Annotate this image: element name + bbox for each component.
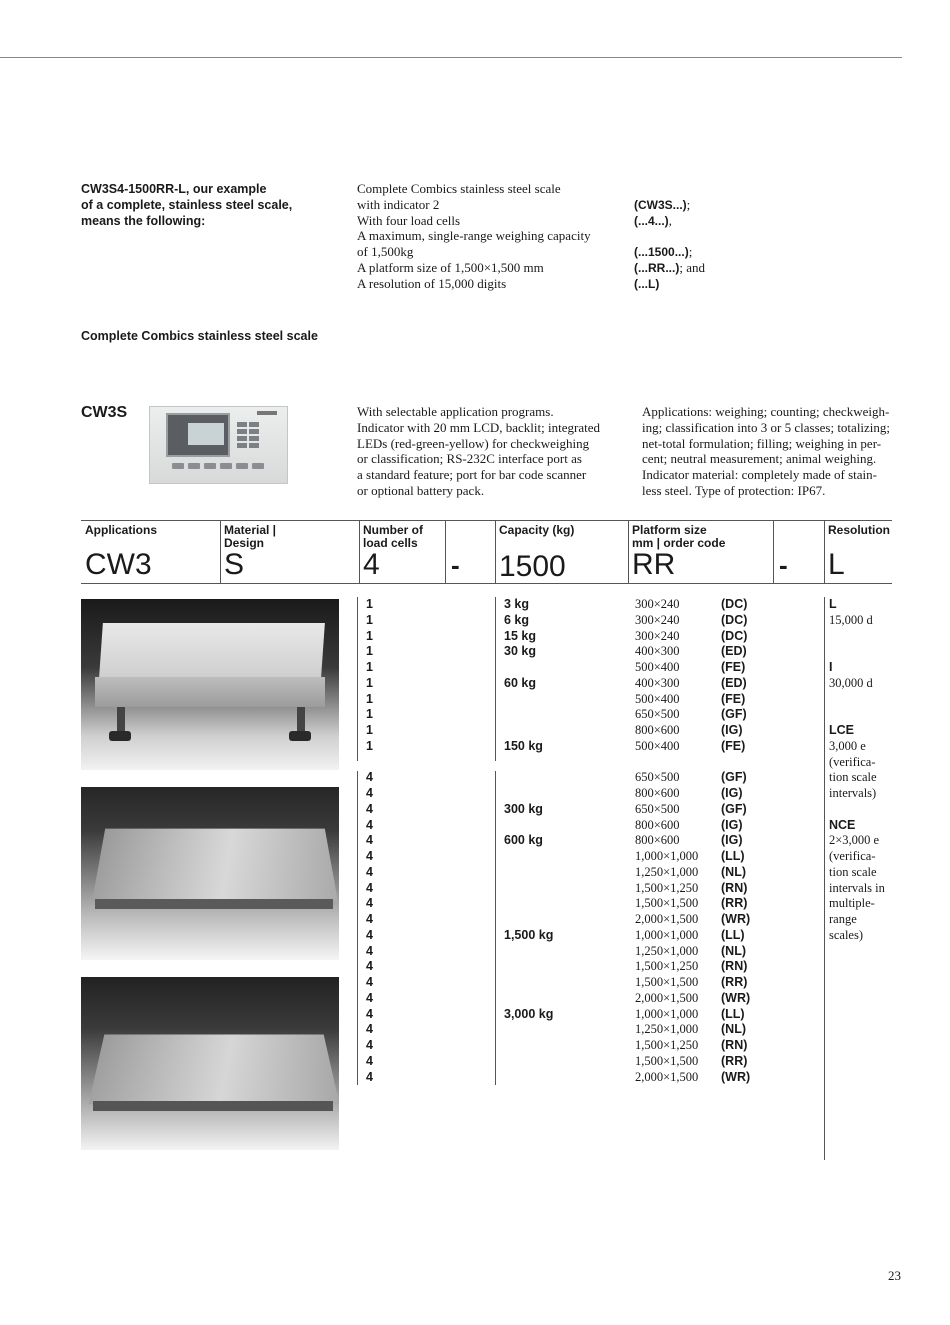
load-cells-cell: 1 xyxy=(366,675,373,690)
description-line: or classification; RS-232C interface port as xyxy=(357,451,582,467)
intro-code-value: (...4...) xyxy=(634,213,669,228)
capacity-cell xyxy=(504,944,553,960)
order-code-cell xyxy=(721,755,750,771)
platform-size-cell: 500×400 xyxy=(635,660,680,674)
capacity-cell: 30 kg xyxy=(504,644,536,659)
order-code-cell: (WR) xyxy=(721,1069,751,1084)
indicator-bottom-keys xyxy=(170,462,270,470)
load-cells-cell: 4 xyxy=(366,959,373,974)
resolution-line xyxy=(829,707,899,723)
indicator-image xyxy=(149,406,288,484)
capacity-cell xyxy=(504,849,553,865)
load-cells-cell: 4 xyxy=(366,801,373,816)
order-code-cell: (GF) xyxy=(721,770,747,785)
column-divider xyxy=(495,771,496,1085)
resolution-column xyxy=(829,597,899,944)
platform-size-cell: 2,000×1,500 xyxy=(635,912,699,926)
order-code-cell: (DC) xyxy=(721,612,748,627)
intro-row-text: A maximum, single-range weighing capacity xyxy=(357,228,591,244)
capacity-cell xyxy=(504,723,553,739)
intro-explanation xyxy=(357,181,757,292)
load-cells-cell: 4 xyxy=(366,1022,373,1037)
order-code-column xyxy=(721,597,750,1085)
intro-code-punct: ; and xyxy=(679,259,705,275)
header-value: S xyxy=(224,548,245,581)
resolution-line xyxy=(829,692,899,708)
platform-size-cell: 1,500×1,500 xyxy=(635,1053,699,1068)
load-cells-cell: 4 xyxy=(366,927,373,942)
header-dash: - xyxy=(779,550,788,580)
resolution-line: 2×3,000 e xyxy=(829,833,880,848)
load-cells-cell: 1 xyxy=(366,707,373,722)
load-cells-cell: 4 xyxy=(366,1006,373,1021)
resolution-line: NCE xyxy=(829,817,856,832)
platform-size-cell: 1,000×1,000 xyxy=(635,927,699,942)
resolution-line: L xyxy=(829,597,837,611)
resolution-line: intervals) xyxy=(829,786,877,800)
capacity-cell xyxy=(504,1022,553,1038)
header-value: L xyxy=(828,548,845,581)
platform-size-column xyxy=(635,597,698,1085)
capacity-cell xyxy=(504,1054,553,1070)
capacity-cell: 1,500 kg xyxy=(504,927,554,942)
header-platform xyxy=(628,520,773,584)
intro-row-text: Complete Combics stainless steel scale xyxy=(357,181,561,196)
platform-size-cell: 800×600 xyxy=(635,817,680,832)
intro-row-text: A resolution of 15,000 digits xyxy=(357,275,507,291)
description-line: Indicator with 20 mm LCD, backlit; integrated xyxy=(357,419,600,435)
resolution-line: LCE xyxy=(829,723,854,737)
capacity-cell xyxy=(504,786,553,802)
capacity-cell: 300 kg xyxy=(504,801,543,816)
capacity-cell xyxy=(504,865,553,881)
capacity-cell xyxy=(504,707,553,723)
load-cells-cell: 1 xyxy=(366,723,373,737)
capacity-cell: 15 kg xyxy=(504,628,536,643)
resolution-line: tion scale xyxy=(829,770,877,785)
order-code-cell: (FE) xyxy=(721,660,746,674)
capacity-cell xyxy=(504,991,553,1007)
platform-size-cell: 300×240 xyxy=(635,628,680,643)
header-label: Number of xyxy=(363,523,423,537)
intro-row xyxy=(357,228,757,244)
resolution-line: scales) xyxy=(829,927,864,942)
header-label: Capacity (kg) xyxy=(499,523,575,537)
intro-row-code xyxy=(634,276,659,293)
order-code-cell: (LL) xyxy=(721,1006,745,1021)
intro-code-punct: , xyxy=(668,212,672,228)
description-line: net-total formulation; filling; weighing in per- xyxy=(642,435,882,451)
platform-size-cell: 800×600 xyxy=(635,786,680,800)
column-divider xyxy=(357,597,358,761)
resolution-line xyxy=(829,629,899,645)
order-code-cell: (NL) xyxy=(721,943,746,958)
capacity-cell xyxy=(504,660,553,676)
header-label: mm | order code xyxy=(632,535,726,550)
platform-size-cell: 1,250×1,000 xyxy=(635,864,699,879)
capacity-cell xyxy=(504,770,553,786)
platform-size-cell: 400×300 xyxy=(635,644,680,659)
intro-row xyxy=(357,260,757,276)
capacity-cell: 150 kg xyxy=(504,738,543,753)
capacity-cell: 60 kg xyxy=(504,675,536,690)
order-code-cell: (FE) xyxy=(721,738,746,753)
resolution-line: 15,000 d xyxy=(829,612,873,627)
capacity-cell: 3,000 kg xyxy=(504,1006,554,1021)
platform-size-cell: 500×400 xyxy=(635,691,680,706)
description-line: less steel. Type of protection: IP67. xyxy=(642,482,826,498)
intro-example-heading xyxy=(81,181,321,229)
capacity-cell xyxy=(504,975,553,991)
resolution-line: tion scale xyxy=(829,864,877,879)
description-line: or optional battery pack. xyxy=(357,482,485,498)
model-name: CW3S xyxy=(81,404,128,421)
load-cells-cell xyxy=(366,755,373,771)
intro-code-value: (...1500...) xyxy=(634,245,689,260)
intro-row-text: A platform size of 1,500×1,500 mm xyxy=(357,259,544,275)
header-resolution xyxy=(824,520,894,584)
intro-heading-line: CW3S4-1500RR-L, our example xyxy=(81,182,267,196)
load-cells-cell: 4 xyxy=(366,1038,373,1052)
order-code-cell: (NL) xyxy=(721,1022,746,1037)
capacity-cell: 6 kg xyxy=(504,612,530,627)
order-code-cell: (FE) xyxy=(721,691,746,706)
platform-size-cell: 1,000×1,000 xyxy=(635,1006,699,1021)
resolution-line: I xyxy=(829,660,833,674)
order-code-cell: (DC) xyxy=(721,597,748,611)
platform-size-cell: 2,000×1,500 xyxy=(635,990,699,1005)
single-load-cell-platform-photo xyxy=(81,599,339,770)
intro-code-punct: ; xyxy=(686,196,691,212)
load-cells-cell: 4 xyxy=(366,896,373,911)
top-rule xyxy=(0,57,902,58)
indicator-keys xyxy=(236,421,260,449)
four-load-cell-platform-photo xyxy=(81,787,339,960)
intro-row-code xyxy=(634,244,692,261)
description-line: With selectable application programs. xyxy=(357,404,554,419)
order-code-cell: (RN) xyxy=(721,1038,748,1052)
order-code-cell: (ED) xyxy=(721,675,747,690)
description-line: a standard feature; port for bar code scanner xyxy=(357,467,587,483)
column-divider xyxy=(495,597,496,761)
order-code-cell: (RN) xyxy=(721,959,748,974)
capacity-column xyxy=(504,597,553,1085)
resolution-line xyxy=(829,802,899,818)
header-material xyxy=(220,520,360,584)
intro-row-code xyxy=(634,260,705,277)
load-cells-cell: 4 xyxy=(366,1069,373,1084)
load-cells-cell: 4 xyxy=(366,975,373,989)
order-code-cell: (RR) xyxy=(721,896,748,911)
header-load-cells xyxy=(359,520,445,584)
intro-row xyxy=(357,181,757,197)
header-value: CW3 xyxy=(85,548,152,581)
platform-size-cell: 650×500 xyxy=(635,801,680,816)
column-divider xyxy=(824,597,825,1160)
capacity-cell xyxy=(504,912,553,928)
header-applications xyxy=(81,520,221,584)
resolution-line: (verifica- xyxy=(829,754,876,769)
order-code-cell: (RR) xyxy=(721,1053,748,1068)
order-code-cell: (GF) xyxy=(721,801,747,816)
order-code-cell: (IG) xyxy=(721,723,743,737)
resolution-line xyxy=(829,644,899,660)
order-code-cell: (WR) xyxy=(721,990,751,1005)
platform-size-cell: 2,000×1,500 xyxy=(635,1069,699,1084)
header-label: Applications xyxy=(85,523,158,537)
order-code-cell: (LL) xyxy=(721,927,745,942)
load-cells-cell: 4 xyxy=(366,849,373,863)
capacity-cell xyxy=(504,881,553,897)
header-label: Material | xyxy=(224,523,277,537)
header-separator xyxy=(445,520,446,584)
platform-size-cell: 1,500×1,250 xyxy=(635,1038,699,1052)
load-cells-cell: 4 xyxy=(366,1053,373,1068)
intro-row-text: with indicator 2 xyxy=(357,196,440,212)
large-floor-platform-photo xyxy=(81,977,339,1150)
intro-code-value: (CW3S...) xyxy=(634,197,687,212)
order-code-cell: (IG) xyxy=(721,833,743,848)
resolution-line: range xyxy=(829,912,857,926)
order-code-cell: (IG) xyxy=(721,786,743,800)
header-label: load cells xyxy=(363,535,418,550)
load-cells-cell: 1 xyxy=(366,644,373,659)
header-value: RR xyxy=(632,548,676,581)
load-cells-cell: 1 xyxy=(366,628,373,643)
platform-size-cell: 400×300 xyxy=(635,675,680,690)
load-cells-cell: 4 xyxy=(366,990,373,1005)
description-line: cent; neutral measurement; animal weighing. xyxy=(642,451,877,467)
order-code-cell: (GF) xyxy=(721,707,747,722)
resolution-line: intervals in xyxy=(829,880,885,895)
platform-size-cell: 1,250×1,000 xyxy=(635,943,699,958)
capacity-cell xyxy=(504,692,553,708)
header-capacity xyxy=(495,520,628,584)
capacity-cell xyxy=(504,896,553,912)
order-code-cell: (RR) xyxy=(721,975,748,989)
load-cells-cell: 1 xyxy=(366,597,373,611)
order-code-cell: (IG) xyxy=(721,817,743,832)
order-code-cell: (LL) xyxy=(721,849,745,863)
header-separator xyxy=(773,520,774,584)
platform-size-cell: 500×400 xyxy=(635,738,680,753)
platform-size-cell: 1,000×1,000 xyxy=(635,849,699,863)
intro-row xyxy=(357,276,757,292)
description-indicator xyxy=(357,404,629,499)
column-divider xyxy=(357,771,358,1085)
order-code-cell: (NL) xyxy=(721,864,746,879)
header-label: Resolution xyxy=(828,523,890,537)
platform-size-cell: 650×500 xyxy=(635,707,680,722)
platform-size-cell: 300×240 xyxy=(635,612,680,627)
load-cells-cell: 1 xyxy=(366,660,373,674)
intro-row-code xyxy=(634,197,690,214)
header-label: Design xyxy=(224,535,265,550)
load-cells-cell: 1 xyxy=(366,691,373,706)
section-title: Complete Combics stainless steel scale xyxy=(81,329,318,343)
platform-size-cell xyxy=(635,755,698,771)
order-code-cell: (RN) xyxy=(721,880,748,895)
capacity-cell: 3 kg xyxy=(504,597,530,611)
load-cells-cell: 4 xyxy=(366,943,373,958)
page-number: 23 xyxy=(888,1268,901,1283)
order-code-cell: (ED) xyxy=(721,644,747,659)
platform-size-cell: 800×600 xyxy=(635,833,680,848)
load-cells-cell: 4 xyxy=(366,833,373,848)
intro-code-punct: ; xyxy=(688,244,693,260)
capacity-cell xyxy=(504,755,553,771)
load-cells-cell: 4 xyxy=(366,864,373,879)
header-value: 1500 xyxy=(499,550,566,583)
intro-row-text: With four load cells xyxy=(357,212,461,228)
description-line: LEDs (red-green-yellow) for checkweighing xyxy=(357,435,590,451)
order-code-cell: (WR) xyxy=(721,912,751,926)
intro-row-text: of 1,500kg xyxy=(357,244,414,260)
header-dash: - xyxy=(451,550,460,580)
load-cells-cell: 1 xyxy=(366,612,373,627)
description-applications xyxy=(642,404,912,499)
platform-size-cell: 1,500×1,250 xyxy=(635,880,699,895)
resolution-line: 3,000 e xyxy=(829,738,866,753)
order-code-cell: (DC) xyxy=(721,628,748,643)
load-cells-cell: 4 xyxy=(366,912,373,926)
load-cells-cell: 4 xyxy=(366,786,373,800)
capacity-cell xyxy=(504,1038,553,1054)
intro-row xyxy=(357,213,757,229)
intro-row xyxy=(357,197,757,213)
load-cells-cell: 4 xyxy=(366,817,373,832)
platform-size-cell: 1,500×1,500 xyxy=(635,975,699,989)
intro-heading-line: means the following: xyxy=(81,214,206,228)
intro-row-code xyxy=(634,213,672,230)
load-cells-column xyxy=(366,597,373,1085)
platform-size-cell: 300×240 xyxy=(635,597,680,611)
platform-size-cell: 1,500×1,500 xyxy=(635,896,699,911)
intro-code-value: (...RR...) xyxy=(634,260,680,275)
load-cells-cell: 4 xyxy=(366,880,373,895)
description-line: Indicator material: completely made of stain- xyxy=(642,467,877,483)
resolution-line: (verifica- xyxy=(829,849,876,863)
header-label: Platform size xyxy=(632,523,707,537)
capacity-cell xyxy=(504,818,553,834)
capacity-cell xyxy=(504,1070,553,1086)
platform-size-cell: 1,250×1,000 xyxy=(635,1022,699,1037)
intro-code-value: (...L) xyxy=(634,276,660,291)
platform-size-cell: 1,500×1,250 xyxy=(635,959,699,974)
load-cells-cell: 4 xyxy=(366,770,373,785)
header-value: 4 xyxy=(363,548,380,581)
capacity-cell xyxy=(504,959,553,975)
description-line: ing; classification into 3 or 5 classes; totalizing; xyxy=(642,419,891,435)
capacity-cell: 600 kg xyxy=(504,833,543,848)
indicator-screen xyxy=(166,413,230,457)
intro-heading-line: of a complete, stainless steel scale, xyxy=(81,198,293,212)
load-cells-cell: 1 xyxy=(366,738,373,753)
platform-size-cell: 800×600 xyxy=(635,723,680,737)
platform-size-cell: 650×500 xyxy=(635,770,680,785)
intro-row xyxy=(357,244,757,260)
resolution-line: multiple- xyxy=(829,896,875,911)
resolution-line: 30,000 d xyxy=(829,675,873,690)
description-line: Applications: weighing; counting; checkweigh- xyxy=(642,404,890,419)
